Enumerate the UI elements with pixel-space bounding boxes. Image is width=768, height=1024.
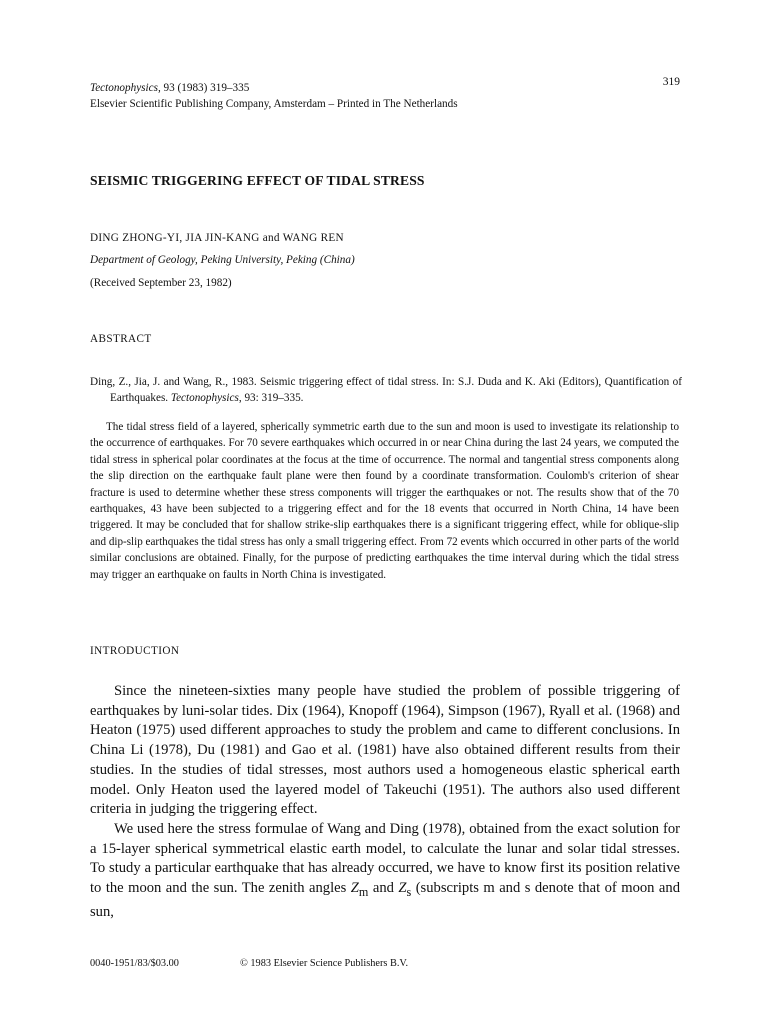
- journal-citation-line: [90, 80, 680, 96]
- author-list: DING ZHONG-YI, JIA JIN-KANG and WANG REN: [90, 232, 344, 244]
- intro-paragraph-2: [90, 820, 680, 922]
- publisher-line: Elsevier Scientific Publishing Company, Amsterdam – Printed in The Netherlands: [90, 98, 458, 110]
- article-title: SEISMIC TRIGGERING EFFECT OF TIDAL STRESS: [90, 173, 425, 188]
- intro-paragraph-2-and: and: [368, 880, 399, 897]
- citation-text: Ding, Z., Jia, J. and Wang, R., 1983. Seismic triggering effect of tidal stress. In: S.J. Duda and K. Aki (Editors), Quantification of Earthquakes.: [90, 376, 682, 404]
- abstract-heading: ABSTRACT: [90, 333, 152, 345]
- introduction-body: [90, 682, 680, 922]
- page-number: 319: [662, 76, 680, 88]
- introduction-heading: INTRODUCTION: [90, 645, 180, 657]
- journal-name: Tectonophysics,: [90, 82, 161, 94]
- author-affiliation: Department of Geology, Peking University, Peking (China): [90, 254, 355, 266]
- received-date: (Received September 23, 1982): [90, 277, 232, 289]
- copyright-notice: © 1983 Elsevier Science Publishers B.V.: [240, 958, 409, 969]
- issn-code: 0040-1951/83/$03.00: [90, 958, 179, 969]
- journal-header: [90, 80, 680, 112]
- page-footer: [90, 958, 680, 969]
- zenith-symbol-sun: Z: [398, 880, 407, 897]
- subscript-s: s: [406, 884, 412, 899]
- zenith-symbol-moon: Z: [350, 880, 359, 897]
- journal-volume: 93 (1983) 319–335: [160, 82, 250, 94]
- bibliographic-citation: [90, 374, 682, 406]
- citation-volume: , 93: 319–335.: [238, 392, 304, 404]
- abstract-text: The tidal stress field of a layered, spherically symmetric earth due to the sun and moon is used to investigate its relationship to the occurrence of earthquakes. For 70 severe earthquakes which occurred in or near China during the last 24 years, we computed the tidal stress in spherical polar coordinates at the focus at the time of occurrence. The normal and tangential stress components along the slip direction on the earthquake fault plane were then found by a coordinate transformation. Coulomb's criterion of shear fracture is used to determine whether these stress components will trigger the earthquakes or not. The results show that of the 70 earthquakes, 43 have been subjected to a triggering effect and for the 18 events that occurred in North China, 14 have been triggered. It may be concluded that for shallow strike-slip earthquakes there is a significant triggering effect, while for oblique-slip and dip-slip earthquakes the tidal stress has only a small triggering effect. From 72 events which occurred in other parts of the world similar conclusions are obtained. Finally, for the purpose of predicting earthquakes the time interval during which the tidal stress may trigger an earthquake on faults in North China is investigated.: [90, 421, 679, 581]
- intro-paragraph-2-text: We used here the stress formulae of Wang and Ding (1978), obtained from the exact solution for a 15-layer spherical symmetrical elastic earth model, to calculate the lunar and solar tidal stresses. To study a particular earthquake that has already occurred, we have to know first its position relative to the moon and the sun. The zenith angles: [90, 820, 680, 897]
- intro-paragraph-1: Since the nineteen-sixties many people have studied the problem of possible triggering of earthquakes by luni-solar tides. Dix (1964), Knopoff (1964), Simpson (1967), Ryall et al. (1968) and Heaton (1975) used different approaches to study the problem and came to different conclusions. In China Li (1978), Du (1981) and Gao et al. (1981) have also obtained different results from their studies. In the studies of tidal stresses, most authors used a homogeneous elastic spherical earth model. Only Heaton used the layered model of Takeuchi (1951). The authors also used different criteria in judging the triggering effect.: [90, 683, 680, 818]
- intro-paragraph-2-continuation: (subscripts m and s denote that of moon and sun,: [90, 880, 680, 920]
- subscript-m: m: [358, 884, 369, 899]
- citation-journal: Tectonophysics: [170, 392, 239, 404]
